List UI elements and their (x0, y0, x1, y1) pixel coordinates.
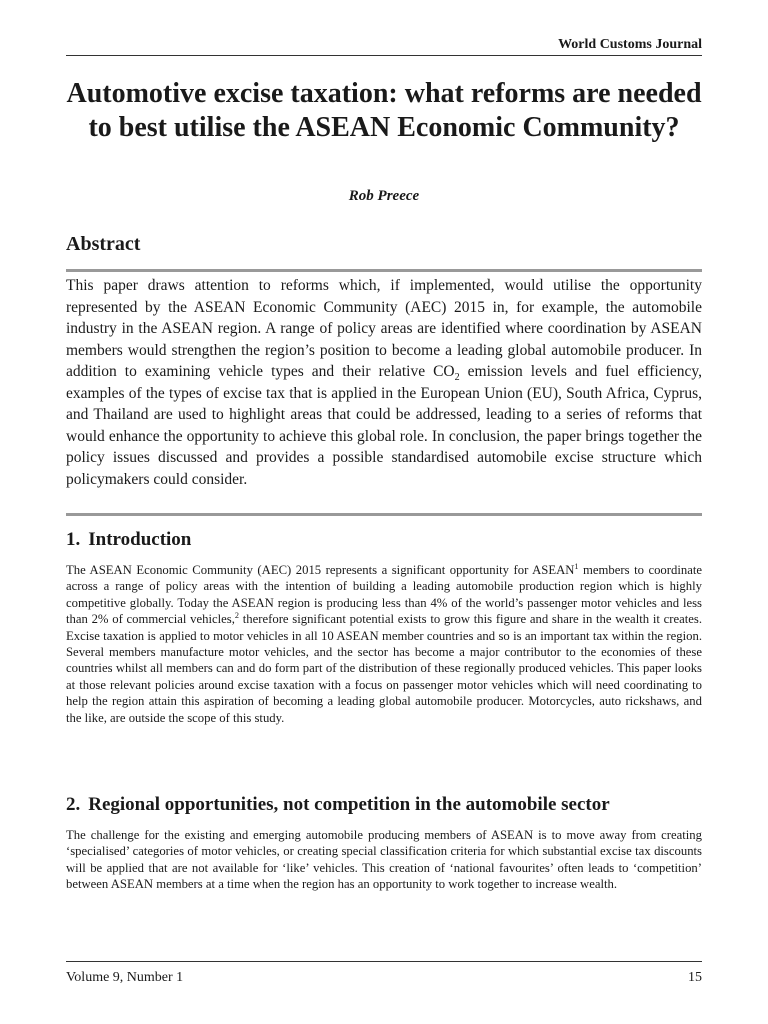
section-1-text-part1: The ASEAN Economic Community (AEC) 2015 represents a significant opportunity for ASEAN (66, 563, 575, 577)
section-1-title: Introduction (88, 529, 192, 550)
header-rule (66, 55, 702, 56)
section-1-text-part2: members to coordinate across a range of policy areas with the intention of building a leading automobile production region which is highly competitive globally. Today the ASEAN region is producing less than 4% of the world’s passenger motor vehicles and less than 2% of commercial vehicles, (66, 563, 702, 627)
abstract-rule-top (66, 269, 702, 272)
article-author: Rob Preece (348, 188, 420, 204)
journal-name: World Customs Journal (558, 37, 702, 52)
section-2-heading (66, 794, 610, 816)
abstract-text-part2: emission levels and fuel efficiency, examples of the types of excise tax that is applied in the European Union (EU), South Africa, Cyprus, and Thailand are used to highlight areas that could be addressed, leading to a series of reforms that would enhance the opportunity to achieve this global role. In conclusion, the paper brings together the policy issues discussed and provides a possible standardised automobile excise structure which policymakers could consider. (66, 363, 702, 488)
article-title: Automotive excise taxation: what reforms are needed to best utilise the ASEAN Economic Community? (66, 78, 702, 143)
section-1-heading (66, 529, 191, 551)
section-2-text: The challenge for the existing and emerging automobile producing members of ASEAN is to move away from creating ‘specialised’ categories of motor vehicles, or creating special classification criteria for which substantial excise tax discounts will be applied that are not available for ‘like’ vehicles. This creation of ‘national favourites’ often leads to ‘competition’ between ASEAN members at a time when the region has an opportunity to work together to increase wealth. (66, 828, 702, 892)
footer-rule (66, 961, 702, 962)
footnote-ref-2[interactable]: 2 (234, 610, 240, 620)
co2-subscript: 2 (454, 372, 460, 384)
section-2-number: 2. (66, 794, 81, 815)
section-2-title: Regional opportunities, not competition in the automobile sector (88, 794, 610, 815)
footnote-ref-1[interactable]: 1 (574, 561, 579, 571)
abstract-text-part1: This paper draws attention to reforms which, if implemented, would utilise the opportunity represented by the ASEAN Economic Community (AEC) 2015 in, for example, the automobile industry in the ASEAN region. A range of policy areas are identified where coordination by ASEAN members would strengthen the region’s position to become a leading global automobile producer. In addition to examining vehicle types and their relative CO (66, 277, 702, 380)
section-1-text (66, 562, 702, 726)
volume-label: Volume 9, Number 1 (66, 970, 184, 985)
abstract-heading: Abstract (66, 233, 141, 255)
abstract-rule-bottom (66, 513, 702, 516)
page-number: 15 (688, 970, 702, 985)
section-1-text-part3: therefore significant potential exists to grow this figure and share in the wealth it creates. Excise taxation is applied to motor vehicles in all 10 ASEAN member countries and so is an important tax within the region. Several members manufacture motor vehicles, and the sector has become a major contributor to the economies of these countries whilst all members can and do form part of the distribution of these regionally produced vehicles. This paper looks at those relevant policies around excise taxation with a focus on passenger motor vehicles which will need coordinating to help the region attain this aspiration of becoming a leading global automobile producer. Motorcycles, auto rickshaws, and the like, are outside the scope of this study. (66, 612, 702, 725)
section-1-number: 1. (66, 529, 81, 550)
abstract-text (66, 275, 702, 490)
